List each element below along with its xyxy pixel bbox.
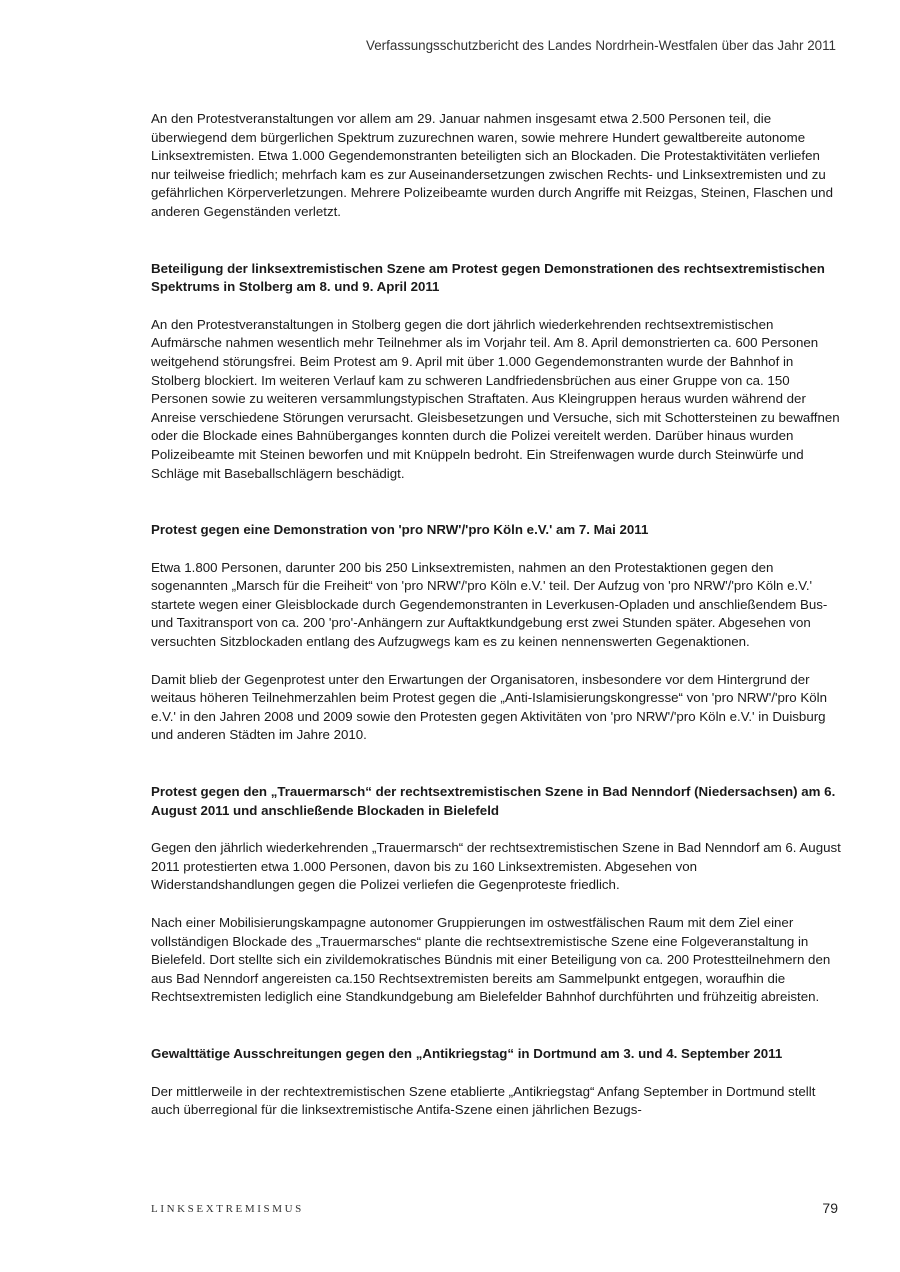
paragraph-pro-nrw-1: Etwa 1.800 Personen, darunter 200 bis 250 Linksextremisten, nahmen an den Protestaktionen gegen den sogenannten „Marsch für die Freiheit“ von 'pro NRW'/'pro Köln e.V.' teil. Der Aufzug von 'pro NRW'/'pro Köln e.V.' startete wegen einer Gleisblockade durch Gegendemonstranten in Leverkusen-Opladen und anschließendem Bus- und Taxitransport von ca. 200 'pro'-Anhängern zur Auftaktkundgebung erst zwei Stunden später. Abgesehen von versuchten Sitzblockaden entlang des Aufzugwegs kam es zu keinen nennenswerten Gegenaktionen. — [151, 559, 828, 650]
paragraph-stolberg: An den Protestveranstaltungen in Stolberg gegen die dort jährlich wiederkehrenden rechtsextremistischen Aufmärsche nahmen wesentlich mehr Teilnehmer als im Vorjahr teil. Am 8. April demonstrierten ca. 600 Personen weitgehend störungsfrei. Beim Protest am 9. April mit über 1.000 Gegendemonstranten wurde der Bahnhof in Stolberg blockiert. Im weiteren Verlauf kam zu schweren Landfriedensbrüchen aus einer Gruppe von ca. 150 Personen sowie zu weiteren versammlungstypischen Straftaten. Aus Kleingruppen heraus wurden während der Anreise verschiedene Störungen verursacht. Gleisbesetzungen und Versuche, sich mit Schottersteinen zu bewaffnen oder die Blockade eines Bahnüberganges konnten durch die Polizei vereitelt werden. Darüber hinaus wurden Polizeibeamte mit Steinen beworfen und mit Knüppeln bedroht. Ein Streifenwagen wurde durch Steinwürfe und Schläge mit Baseballschlägern beschädigt. — [151, 316, 840, 481]
main-content — [151, 110, 841, 1120]
paragraph-bad-nenndorf-2: Nach einer Mobilisierungskampagne autonomer Gruppierungen im ostwestfälischen Raum mit dem Ziel einer vollständigen Blockade des „Trauermarsches“ plante die rechtsextremistische Szene eine Folgeveranstaltung in Bielefeld. Dort stellte sich ein zivildemokratisches Bündnis mit einer Beteiligung von ca. 200 Protestteilnehmern den aus Bad Nenndorf angereisten ca.150 Rechtsextremisten bereits am Sammelpunkt entgegen, woraufhin die Rechtsextremisten lediglich eine Standkundgebung am Bielefelder Bahnhof durchführten und frühzeitig abreisten. — [151, 915, 831, 1005]
section-heading-stolberg: Beteiligung der linksextremistischen Szene am Protest gegen Demonstrationen des rechtsextremistischen Spektrums in Stolberg am 8. und 9. April 2011 — [151, 260, 825, 295]
page-number: 79 — [822, 1200, 838, 1216]
footer-section-label: LINKSEXTREMISMUS — [151, 1203, 304, 1215]
running-header: Verfassungsschutzbericht des Landes Nordrhein-Westfalen über das Jahr 2011 — [366, 38, 836, 53]
section-heading-antikriegstag: Gewalttätige Ausschreitungen gegen den „Antikriegstag“ in Dortmund am 3. und 4. September 2011 — [151, 1045, 783, 1061]
section-heading-pro-nrw: Protest gegen eine Demonstration von 'pro NRW'/'pro Köln e.V.' am 7. Mai 2011 — [151, 522, 649, 538]
paragraph-bad-nenndorf-1: Gegen den jährlich wiederkehrenden „Trauermarsch“ der rechtsextremistischen Szene in Bad Nenndorf am 6. August 2011 protestierten etwa 1.000 Personen, davon bis zu 160 Linksextremisten. Abgesehen von Widerstandshandlungen gegen die Polizei verliefen die Gegenproteste friedlich. — [151, 840, 841, 893]
section-heading-bad-nenndorf: Protest gegen den „Trauermarsch“ der rechtsextremistischen Szene in Bad Nenndorf (Niedersachsen) am 6. August 2011 und anschließende Blockaden in Bielefeld — [151, 784, 836, 818]
intro-paragraph: An den Protestveranstaltungen vor allem am 29. Januar nahmen insgesamt etwa 2.500 Personen teil, die überwiegend dem bürgerlichen Spektrum zuzurechnen waren, sowie mehrere Hundert gewaltbereite autonome Linksextremisten. Etwa 1.000 Gegendemonstranten beteiligten sich an Blockaden. Die Protestaktivitäten verliefen nur teilweise friedlich; mehrfach kam es zur Auseinandersetzungen zwischen Rechts- und Linksextremisten und zu gefährlichen Körperverletzungen. Mehrere Polizeibeamte wurden durch Angriffe mit Reizgas, Steinen, Flaschen und anderen Gegenständen verletzt. — [151, 111, 833, 219]
paragraph-pro-nrw-2: Damit blieb der Gegenprotest unter den Erwartungen der Organisatoren, insbesondere vor dem Hintergrund der weitaus höheren Teilnehmerzahlen beim Protest gegen die „Anti-Islamisierungskongresse“ von 'pro NRW'/'pro Köln e.V.' in den Jahren 2008 und 2009 sowie den Protesten gegen Aktivitäten von 'pro NRW'/'pro Köln e.V.' in Duisburg und anderen Städten im Jahre 2010. — [151, 671, 828, 743]
paragraph-antikriegstag: Der mittlerweile in der rechtextremistischen Szene etablierte „Antikriegstag“ Anfang September in Dortmund stellt auch überregional für die linksextremistische Antifa-Szene einen jährlichen Bezugs- — [151, 1083, 816, 1118]
